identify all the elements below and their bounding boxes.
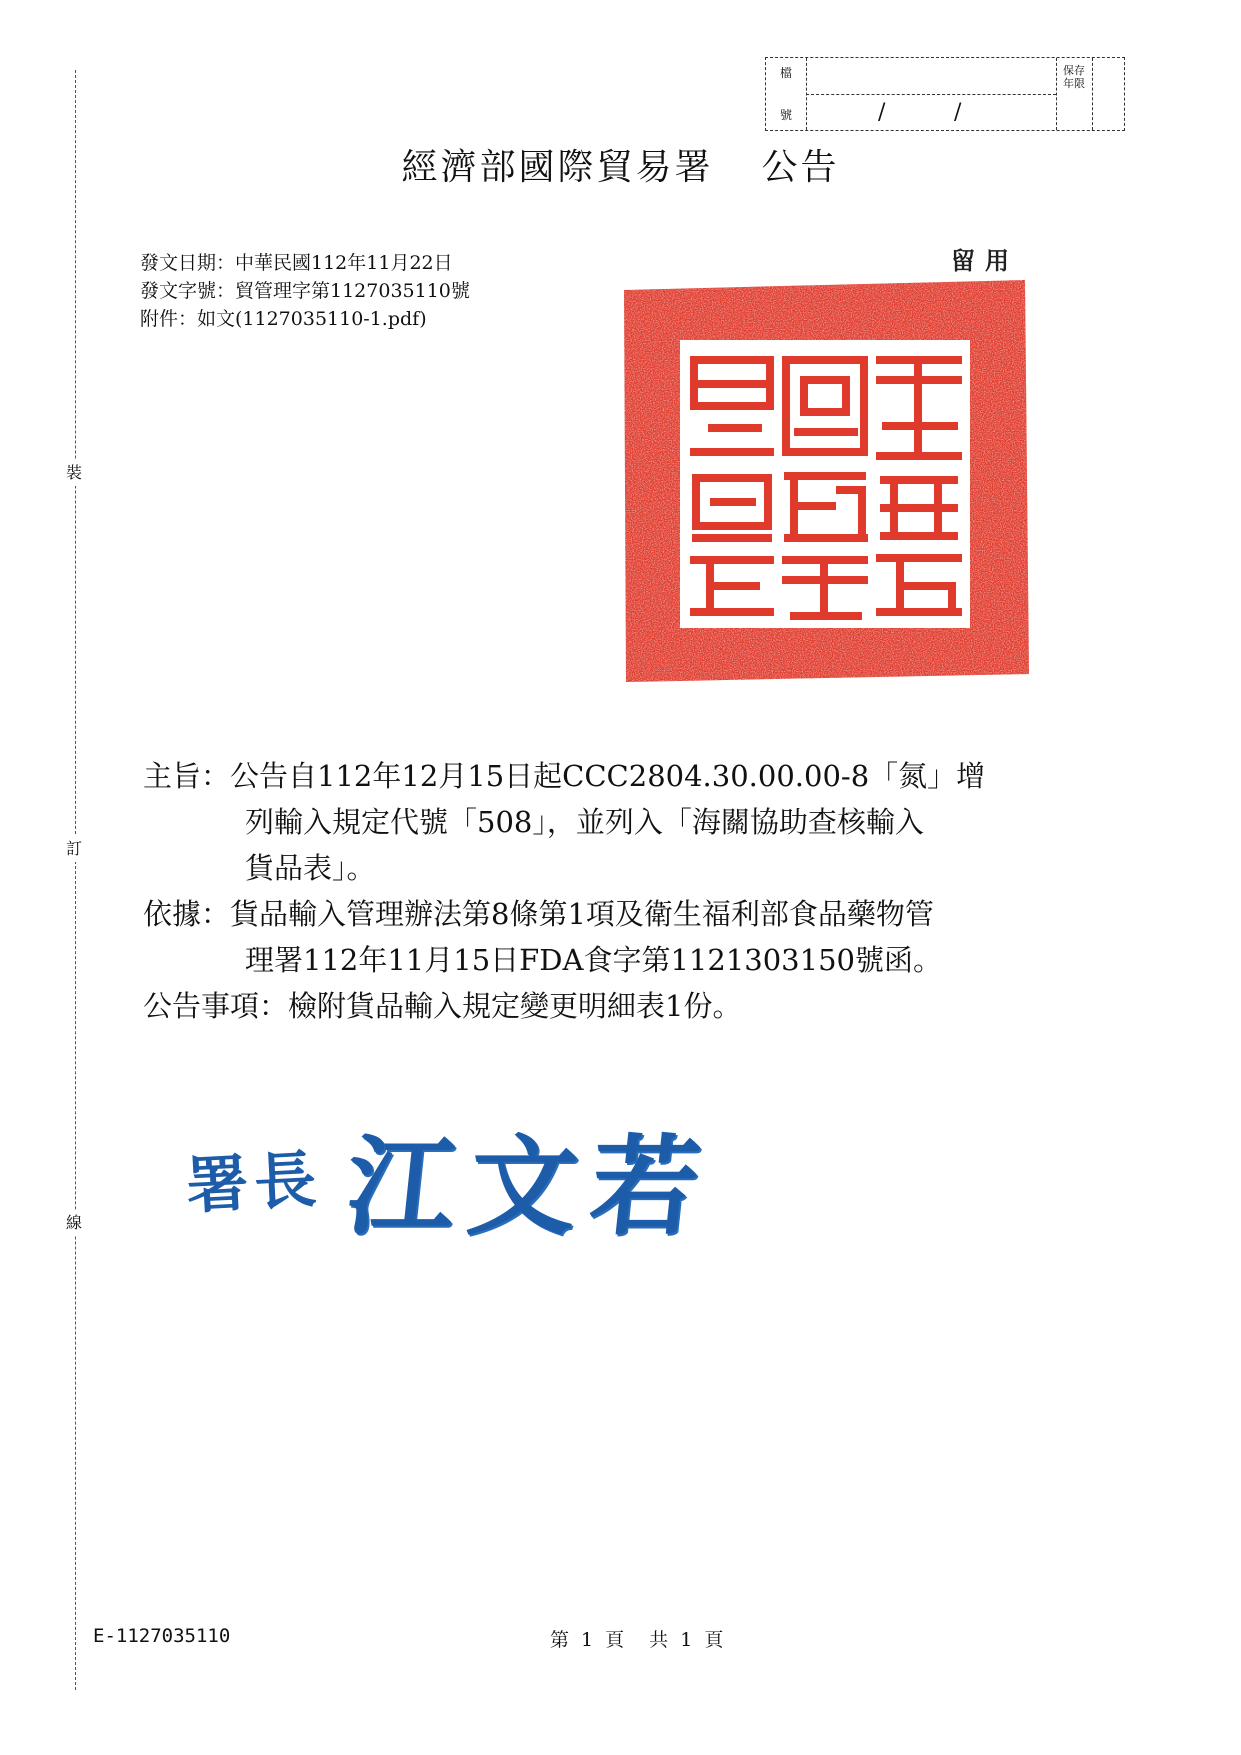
subject-line-2: 列輸入規定代號「508」，並列入「海關協助查核輸入 [245, 805, 924, 839]
document-id: E-1127035110 [93, 1625, 231, 1647]
binding-mark-xian: 線 [66, 1210, 82, 1236]
agency-name: 經濟部國際貿易署 [401, 147, 714, 188]
binding-line [75, 70, 76, 1690]
signatory-title: 署長 [184, 1142, 325, 1223]
notice-items-label: 公告事項： [143, 989, 289, 1023]
signature-stamp [184, 1100, 720, 1255]
basis-line-1: 貨品輸入管理辦法第8條第1項及衛生福利部食品藥物管 [230, 897, 934, 931]
basis-line-2: 理署112年11月15日FDA食字第1121303150號函。 [245, 943, 942, 977]
subject-line-1: 公告自112年12月15日起CCC2804.30.00.00-8「氮」增 [230, 759, 986, 793]
attachment-line: 附件：如文(1127035110-1.pdf) [140, 308, 427, 330]
document-type: 公告 [761, 147, 840, 188]
binding-mark-zhuang: 裝 [66, 460, 82, 486]
notice-items-paragraph [143, 983, 1103, 1029]
official-seal [618, 276, 1033, 686]
document-meta [140, 249, 470, 333]
file-number-box [765, 57, 1125, 131]
subject-line-3: 貨品表」。 [245, 851, 376, 885]
notice-body [143, 753, 1103, 1029]
subject-paragraph [143, 753, 1103, 891]
file-label-top: 檔 [780, 66, 793, 80]
subject-label: 主旨： [143, 759, 231, 793]
page-title [0, 146, 1241, 190]
file-slash-1: / [878, 100, 886, 125]
binding-mark-ding: 訂 [66, 836, 82, 862]
retain-stamp: 留用 [951, 246, 1019, 275]
notice-items-text: 檢附貨品輸入規定變更明細表1份。 [288, 989, 742, 1023]
issue-date: 發文日期：中華民國112年11月22日 [140, 252, 453, 274]
issue-number: 發文字號：貿管理字第1127035110號 [140, 280, 470, 302]
basis-paragraph [143, 891, 1103, 983]
signatory-name: 江文若 [340, 1124, 720, 1250]
page-indicator: 第 1 頁 共 1 頁 [550, 1629, 727, 1651]
keep-period-label: 保存年限 [1063, 64, 1085, 90]
file-slash-2: / [954, 100, 962, 125]
file-label-bottom: 號 [780, 108, 793, 122]
basis-label: 依據： [143, 897, 231, 931]
